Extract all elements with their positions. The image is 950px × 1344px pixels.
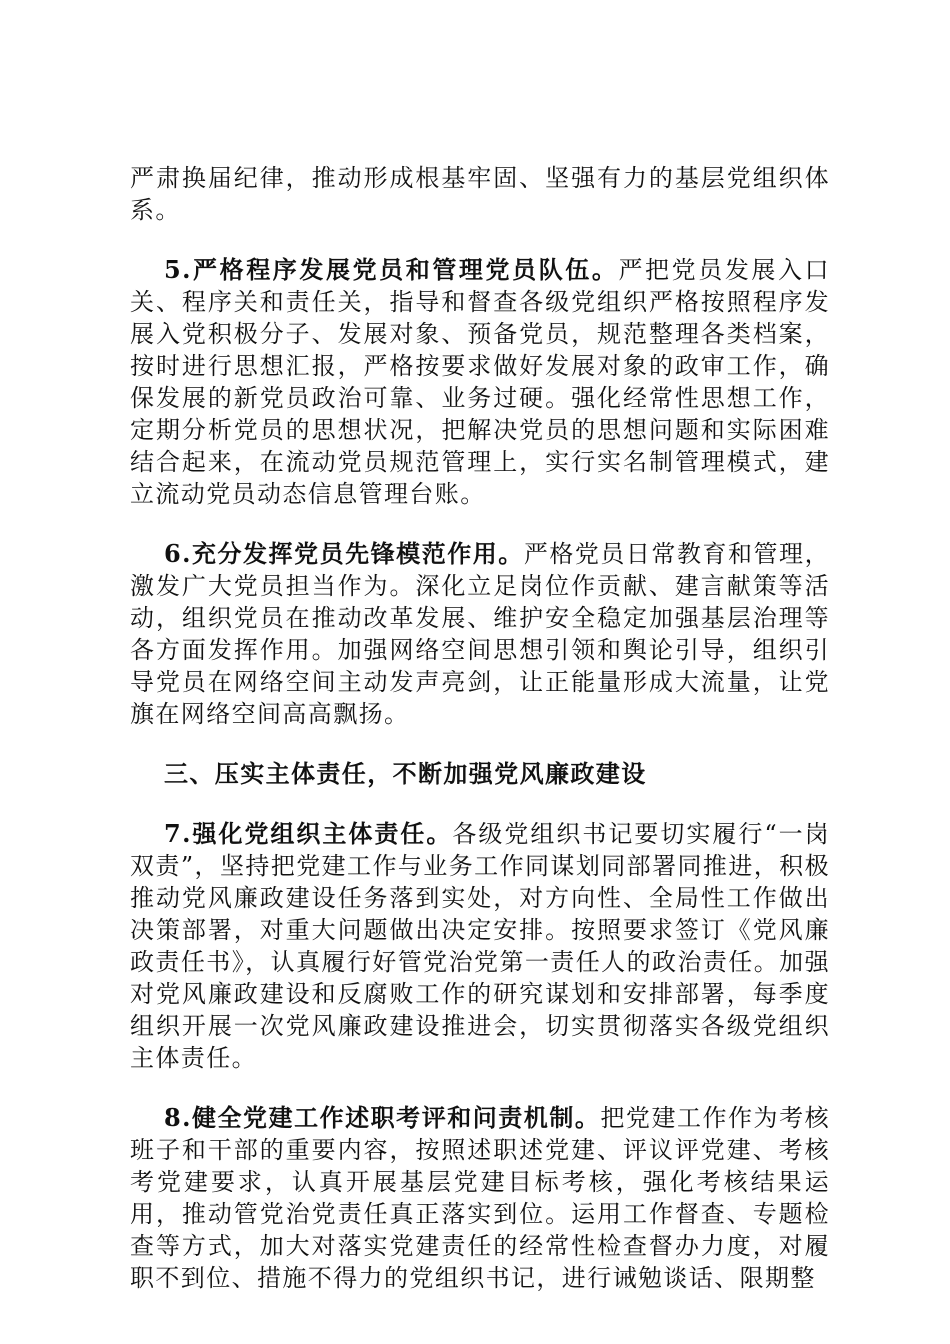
item-6-text: 严格党员日常教育和管理，激发广大党员担当作为。深化立足岗位作贡献、建言献策等活动，组织党员在推动改革发展、维护安全稳定加强基层治理等各方面发挥作用。加强网络空间思想引领和舆论引导，组织引导党员在网络空间主动发声亮剑，让正能量形成大流量，让党旗在网络空间高高飘扬。 [130, 540, 830, 728]
section-heading-3: 三、压实主体责任，不断加强党风廉政建设 [164, 759, 647, 788]
item-6-title: 6.充分发挥党员先锋模范作用。 [164, 539, 524, 568]
paragraph-continued [130, 162, 830, 226]
item-7-text: 各级党组织书记要切实履行“一岗双责”，坚持把党建工作与业务工作同谋划同部署同推进，积极推动党风廉政建设任务落到实处，对方向性、全局性工作做出决策部署，对重大问题做出决定安排。按照要求签订《党风廉政责任书》，认真履行好管党治党第一责任人的政治责任。加强对党风廉政建设和反腐败工作的研究谋划和安排部署，每季度组织开展一次党风廉政建设推进会，切实贯彻落实各级党组织主体责任。 [130, 820, 830, 1072]
paragraph-item-6 [130, 538, 830, 730]
paragraph-item-8 [130, 1102, 830, 1294]
item-7-title: 7.强化党组织主体责任。 [164, 819, 453, 848]
item-8-text: 把党建工作作为考核班子和干部的重要内容，按照述职述党建、评议评党建、考核考党建要求，认真开展基层党建目标考核，强化考核结果运用，推动管党治党责任真正落实到位。运用工作督查、专题检查等方式，加大对落实党建责任的经常性检查督办力度，对履职不到位、措施不得力的党组织书记，进行诫勉谈话、限期整 [130, 1104, 830, 1292]
paragraph-item-7 [130, 818, 830, 1074]
paragraph-text: 严肃换届纪律，推动形成根基牢固、坚强有力的基层党组织体系。 [130, 164, 830, 224]
item-8-title: 8.健全党建工作述职考评和问责机制。 [164, 1103, 601, 1132]
paragraph-item-5 [130, 254, 830, 510]
item-5-text: 严把党员发展入口关、程序关和责任关，指导和督查各级党组织严格按照程序发展入党积极分子、发展对象、预备党员，规范整理各类档案，按时进行思想汇报，严格按要求做好发展对象的政审工作，确保发展的新党员政治可靠、业务过硬。强化经常性思想工作，定期分析党员的思想状况，把解决党员的思想问题和实际困难结合起来，在流动党员规范管理上，实行实名制管理模式，建立流动党员动态信息管理台账。 [130, 256, 830, 508]
document-body [130, 162, 830, 1322]
item-5-title: 5.严格程序发展党员和管理党员队伍。 [164, 255, 619, 284]
